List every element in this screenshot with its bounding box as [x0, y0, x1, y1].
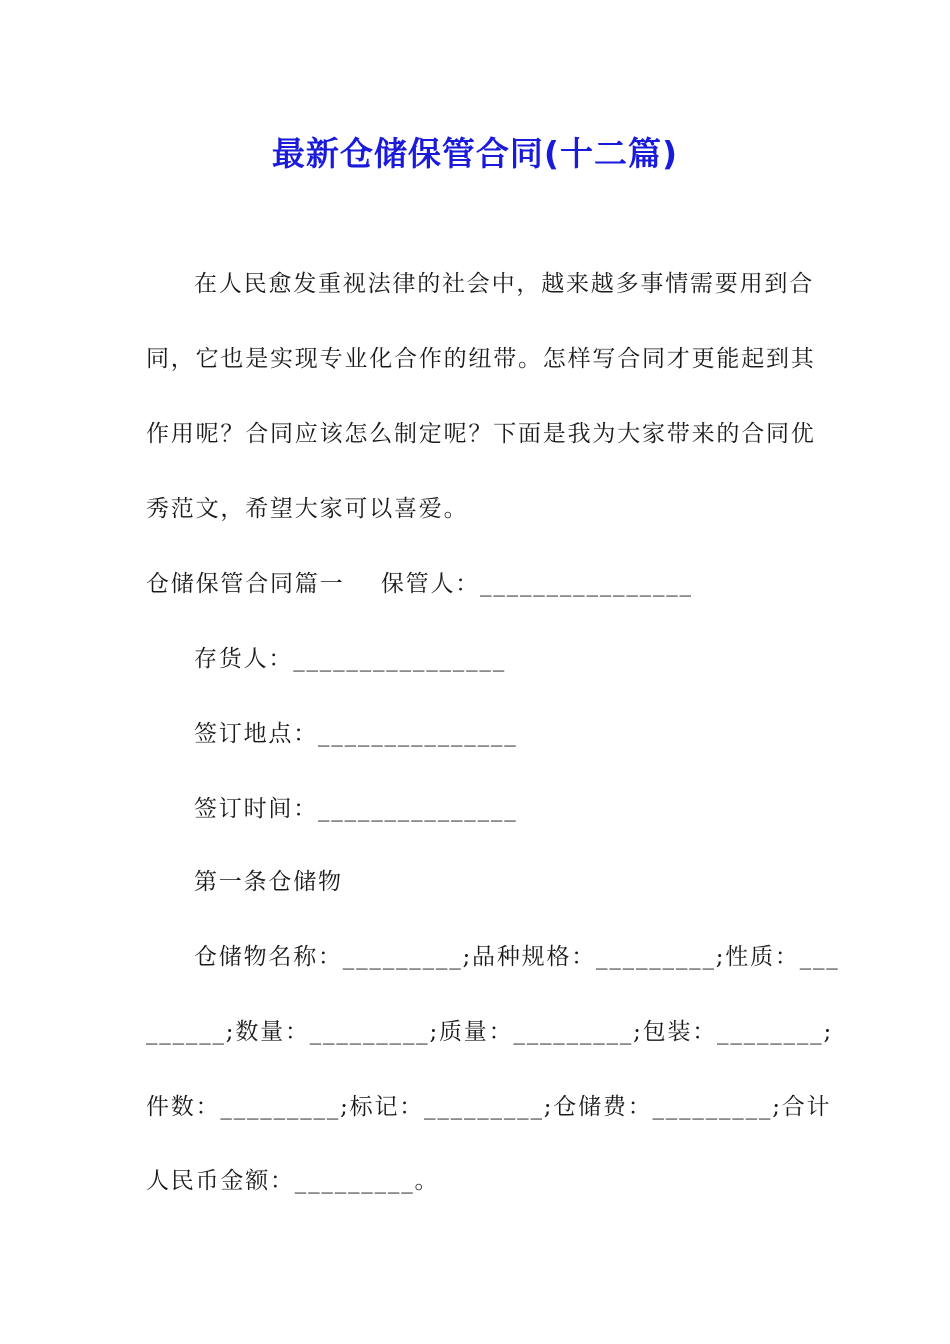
article-one-line-3: 件数：_________;标记：_________;仓储费：_________;合计 — [146, 1094, 832, 1120]
intro-line-3: 作用呢？合同应该怎么制定呢？下面是我为大家带来的合同优 — [146, 421, 816, 447]
article-one-line-4: 人民币金额：_________。 — [146, 1168, 440, 1194]
article-one-line-1: 仓储物名称：_________;品种规格：_________;性质：___ — [194, 944, 840, 970]
sign-place-field: 签订地点：_______________ — [194, 721, 518, 747]
section-heading-custodian-field: 仓储保管合同篇一 保管人：________________ — [146, 571, 693, 597]
article-one-title: 第一条仓储物 — [194, 869, 343, 895]
intro-line-2: 同，它也是实现专业化合作的纽带。怎样写合同才更能起到其 — [146, 346, 816, 372]
intro-line-4: 秀范文，希望大家可以喜爱。 — [146, 496, 469, 522]
depositor-field: 存货人：________________ — [194, 646, 506, 672]
intro-line-1: 在人民愈发重视法律的社会中，越来越多事情需要用到合 — [194, 271, 814, 297]
article-one-line-2: ______;数量：_________;质量：_________;包装：________; — [146, 1019, 833, 1045]
document-title: 最新仓储保管合同(十二篇) — [271, 134, 679, 173]
sign-time-field: 签订时间：_______________ — [194, 796, 518, 822]
